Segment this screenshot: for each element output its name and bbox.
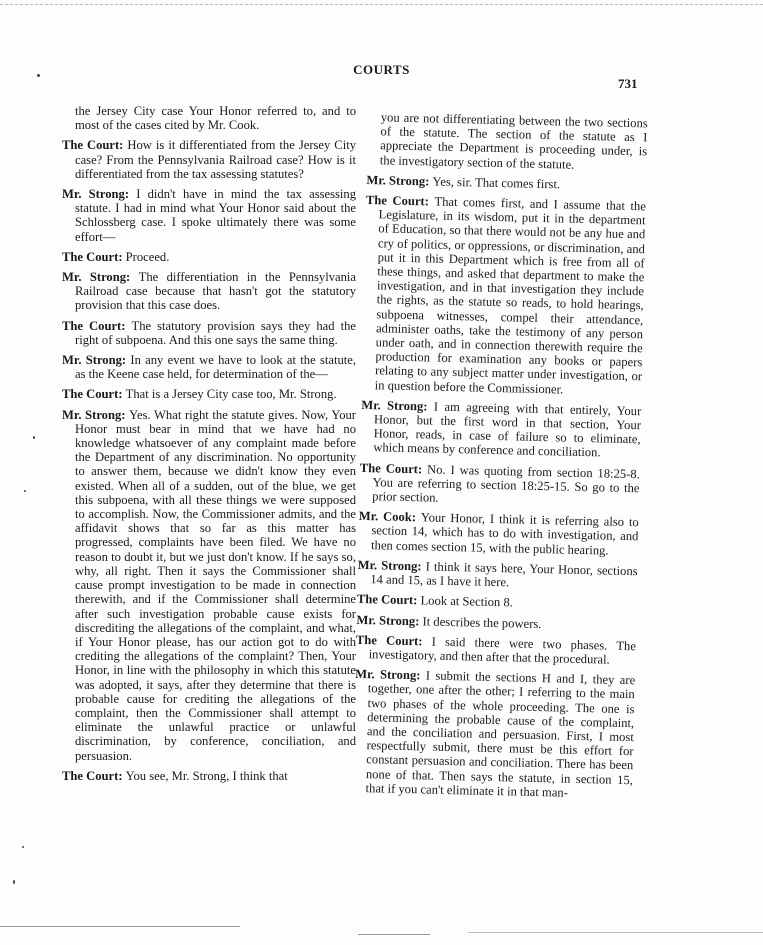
bottom-rule-mid (358, 934, 430, 935)
speaker-label: The Court: (62, 387, 123, 402)
speaker-label: Mr. Strong: (357, 557, 422, 574)
speech-text: The differentiation in the Pennsylvania Railroad case because that hasn't got the statutory provision that this case does. (75, 270, 356, 313)
scan-speck (33, 436, 35, 439)
speech-text: In any event we have to look at the statute, as the Keene case held, for determination of the— (75, 353, 356, 382)
continued-paragraph (62, 104, 356, 132)
speech-text: It describes the powers. (422, 613, 542, 631)
bottom-rule-left (0, 926, 240, 927)
speech-paragraph (62, 769, 356, 783)
speech-paragraph (357, 592, 637, 613)
speech-text: I submit the sections H and I, they are together, one after the other; I referring to the main two phases of the whole proceeding. The one is determining the probable cause of the complaint, and the conciliation and persuasion. First, I most respectfully submit, there must be this effort for constant persuasion and conciliation. There has been none of that. Then says the statute, in section 15, that if you can't eliminate it in that man- (365, 668, 636, 800)
speech-paragraph (62, 270, 356, 313)
speaker-label: Mr. Strong: (62, 353, 127, 368)
speech-text: Proceed. (125, 249, 170, 264)
top-dashed-rule (0, 4, 763, 5)
scan-speck (22, 846, 24, 848)
speech-text: No. I was quoting from section 18:25-8. You are referring to section 18:25-15. So go to the prior section. (372, 462, 640, 505)
speech-paragraph (366, 173, 646, 194)
speech-text: Your Honor, I think it is referring also to section 14, which has to do with investigation, and then comes section 15, with the public hearing. (370, 510, 639, 558)
continued-paragraph (367, 110, 648, 173)
left-column (62, 104, 356, 789)
speaker-label: The Court: (359, 460, 423, 476)
speaker-label: The Court: (62, 318, 126, 333)
speech-paragraph (352, 667, 635, 801)
speech-paragraph (62, 319, 356, 347)
speech-text: That comes first, and I assume that the Legislature, in its wisdom, put it in the department of Education, so that there would not be any hue and cry of politics, or oppressions, or discrimination, and put it in this Department which is free from all of these things, and asked that department to make the investigation, and in that investigation they include the rights, as the statute so reads, to hold hearings, subpoena witnesses, compel their attendance, administer oaths, take the testimony of any person under oath, and in connection therewith require the production for examination any books or papers relating to any subject matter under investigation, or in question before the Commissioner. (374, 194, 647, 397)
speech-paragraph (355, 633, 636, 668)
speaker-label: The Court: (62, 768, 123, 783)
speech-paragraph (360, 398, 641, 461)
speaker-label: The Court: (62, 138, 124, 153)
speech-paragraph (358, 509, 639, 558)
speech-text: That is a Jersey City case too, Mr. Strong. (125, 387, 337, 402)
scan-speck (13, 880, 15, 884)
bottom-rule-right (468, 932, 763, 933)
speaker-label: Mr. Cook: (358, 509, 417, 525)
speaker-label: Mr. Strong: (62, 407, 126, 422)
speech-text: the Jersey City case Your Honor referred to, and to most of the cases cited by Mr. Cook. (75, 104, 356, 133)
speaker-label: The Court: (355, 632, 423, 649)
speech-text: The statutory provision says they had the right of subpoena. And this one says the same thing. (75, 318, 357, 347)
speaker-label: Mr. Strong: (361, 397, 428, 414)
speech-paragraph (357, 558, 638, 593)
speech-paragraph (62, 387, 356, 401)
speech-paragraph (62, 187, 356, 244)
speaker-label: Mr. Strong: (356, 612, 420, 628)
speech-text: Look at Section 8. (420, 593, 514, 610)
speech-paragraph (62, 408, 356, 763)
page-number: 731 (618, 76, 638, 91)
speech-text: Yes. What right the statute gives. Now, Your Honor must bear in mind that we have had no knowledge whatsoever of any complaint made before the Department of any discrimination. No opportunity to answer them, because we didn't know they even existed. When all of a sudden, out of the blue, we get this subpoena, with all these things we were supposed to accomplish. Now, the Commissioner admits, and the affidavit shows that so far as this matter has progressed, complaints have been filed. We have no reason to doubt it, but we just don't know. If he says so, why, all right. Then it says the Commissioner shall cause prompt investigation to be made in connection therewith, and if the Commissioner shall determine after such investigation probable cause exists for discrediting the allegations of the complaint, and what, if Your Honor please, has our action got to do with crediting the allegations of the complaint? Then, Your Honor, in line with the philosophy in which this statute was adopted, it says, after they determine that there is probable cause for crediting the allegations of the complaint, then the Commissioner shall attempt to eliminate the unlawful practice or unlawful discrimination, by conference, conciliation, and persuasion. (75, 407, 356, 763)
speaker-label: The Court: (62, 249, 123, 264)
speech-paragraph (362, 193, 646, 398)
running-head: COURTS (353, 62, 410, 77)
speech-paragraph (62, 250, 356, 264)
speaker-label: Mr. Strong: (366, 172, 430, 189)
speech-text: You see, Mr. Strong, I think that (125, 768, 288, 783)
speech-paragraph (62, 353, 356, 381)
speaker-label: The Court: (356, 592, 418, 608)
speech-text: I said there were two phases. The investigatory, and then after that the procedural. (368, 634, 637, 667)
speaker-label: Mr. Strong: (62, 187, 130, 202)
scan-speck (24, 490, 26, 492)
speaker-label: The Court: (365, 192, 430, 209)
speech-paragraph (359, 461, 640, 510)
scan-speck (37, 74, 40, 77)
speech-text: I didn't have in mind the tax assessing statute. I had in mind what Your Honor said about the Schlossberg case. I spoke ultimately there was some effort— (75, 187, 357, 244)
right-column (352, 110, 648, 807)
speech-paragraph (356, 612, 636, 633)
speaker-label: Mr. Strong: (355, 666, 421, 683)
speech-text: I am agreeing with that entirely, Your Honor, but the first word in that section, Your Honor, reads, in case of failure so to eliminate, which means by conference and conciliation. (373, 399, 642, 460)
speech-paragraph (62, 138, 356, 181)
speech-text: Yes, sir. That comes first. (432, 174, 561, 192)
speech-text: I think it says here, Your Honor, sections 14 and 15, as I have it here. (370, 559, 638, 590)
speaker-label: Mr. Strong: (62, 270, 131, 285)
speech-text: you are not differentiating between the two sections of the statute. The section of the statute as I appreciate the Department is proceeding under, is the investigatory section of the statute. (379, 110, 648, 172)
speech-text: How is it differentiated from the Jersey City case? From the Pennsylvania Railroad case? How is it differentiated from the tax assessing statutes? (75, 138, 357, 181)
